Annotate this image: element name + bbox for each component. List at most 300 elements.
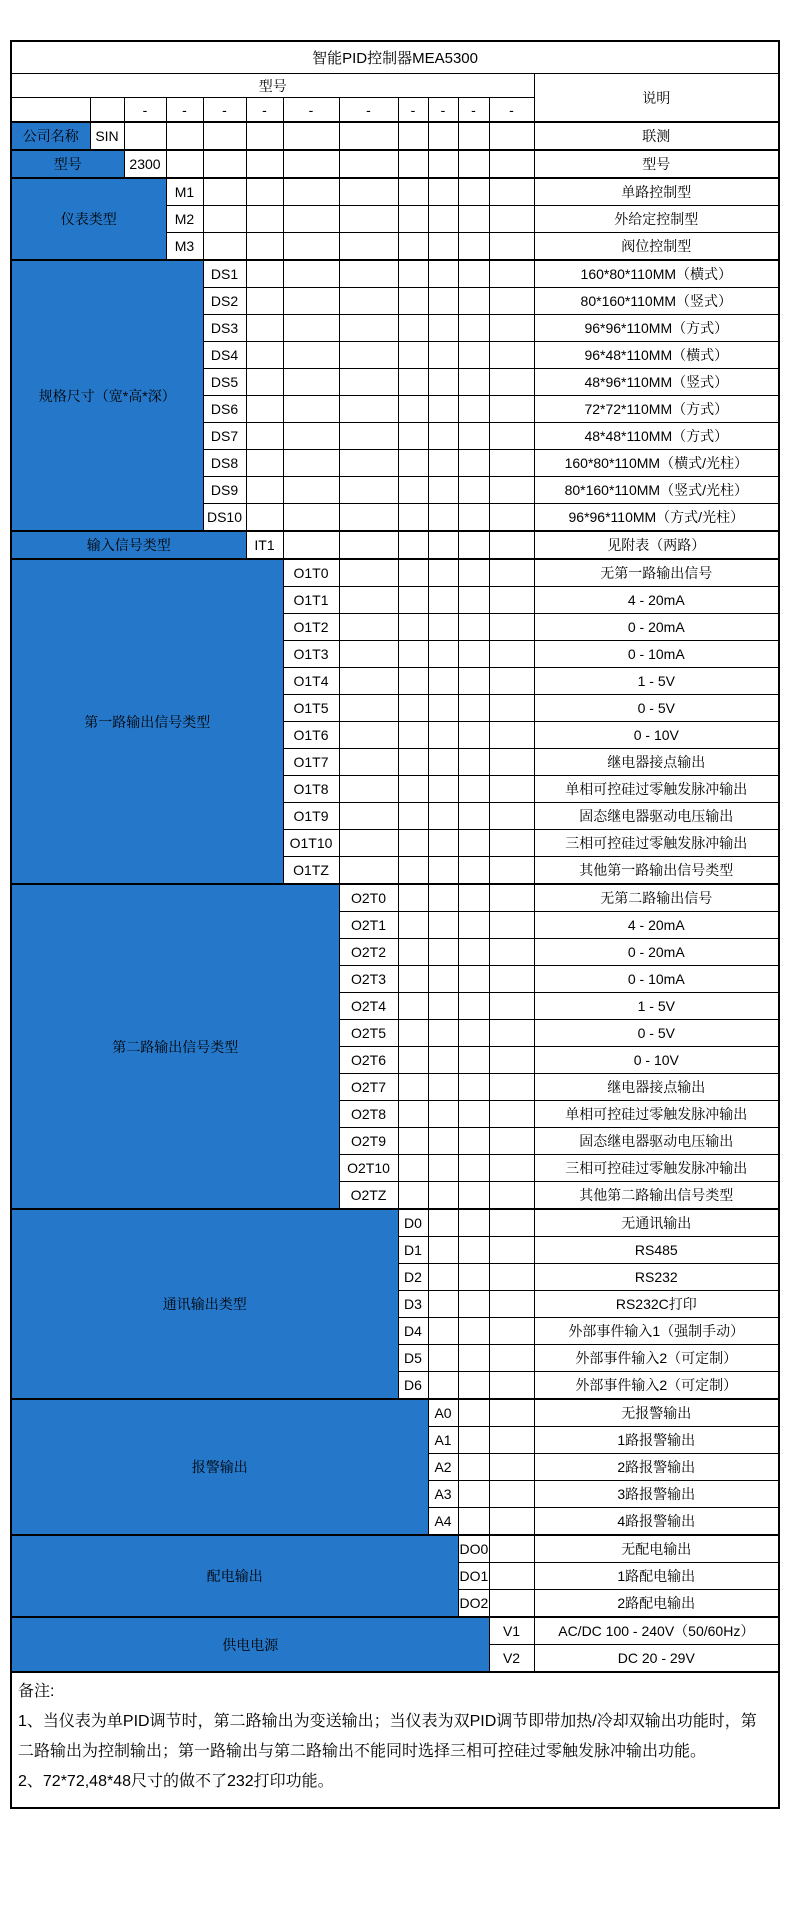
empty-cell <box>428 178 458 206</box>
empty-cell <box>339 233 398 261</box>
empty-cell <box>203 206 246 233</box>
desc-cell: 0 - 10V <box>534 722 779 749</box>
empty-cell <box>458 912 489 939</box>
empty-cell <box>398 749 428 776</box>
desc-cell: 三相可控硅过零触发脉冲输出 <box>534 1155 779 1182</box>
empty-cell <box>458 1481 489 1508</box>
spec-row <box>11 1209 779 1237</box>
empty-cell <box>458 939 489 966</box>
empty-cell <box>489 369 534 396</box>
empty-cell <box>458 1047 489 1074</box>
empty-cell <box>428 1074 458 1101</box>
empty-cell <box>339 749 398 776</box>
empty-cell <box>489 1155 534 1182</box>
code-cell: DS4 <box>203 342 246 369</box>
empty-cell <box>428 396 458 423</box>
desc-cell: 其他第一路输出信号类型 <box>534 857 779 885</box>
desc-cell: 型号 <box>534 150 779 178</box>
empty-cell <box>458 1237 489 1264</box>
desc-cell: 3路报警输出 <box>534 1481 779 1508</box>
notes-title: 备注: <box>18 1683 55 1700</box>
code-cell: SIN <box>90 122 124 150</box>
spec-row <box>11 559 779 587</box>
header-row <box>11 74 779 98</box>
empty-cell <box>339 206 398 233</box>
empty-cell <box>428 559 458 587</box>
empty-cell <box>428 1345 458 1372</box>
empty-cell <box>489 668 534 695</box>
empty-cell <box>458 830 489 857</box>
empty-cell <box>283 396 339 423</box>
empty-cell <box>458 1264 489 1291</box>
desc-cell: 72*72*110MM（方式） <box>534 396 779 423</box>
desc-cell: 外部事件输入1（强制手动） <box>534 1318 779 1345</box>
code-cell: O1T2 <box>283 614 339 641</box>
code-cell: O2T2 <box>339 939 398 966</box>
dash-cell: - <box>489 98 534 123</box>
dash-empty-cell <box>11 98 90 123</box>
desc-cell: 外给定控制型 <box>534 206 779 233</box>
empty-cell <box>339 830 398 857</box>
empty-cell <box>339 342 398 369</box>
empty-cell <box>428 830 458 857</box>
model-column-header: 型号 <box>11 74 534 98</box>
code-cell: D3 <box>398 1291 428 1318</box>
empty-cell <box>339 722 398 749</box>
empty-cell <box>458 695 489 722</box>
code-cell: DO1 <box>458 1563 489 1590</box>
empty-cell <box>398 288 428 315</box>
empty-cell <box>428 233 458 261</box>
empty-cell <box>339 178 398 206</box>
code-cell: A4 <box>428 1508 458 1536</box>
empty-cell <box>283 122 339 150</box>
empty-cell <box>339 559 398 587</box>
empty-cell <box>458 857 489 885</box>
empty-cell <box>489 587 534 614</box>
empty-cell <box>283 315 339 342</box>
empty-cell <box>489 884 534 912</box>
empty-cell <box>283 150 339 178</box>
code-cell: O2T1 <box>339 912 398 939</box>
empty-cell <box>489 342 534 369</box>
empty-cell <box>489 749 534 776</box>
code-cell: O1T0 <box>283 559 339 587</box>
code-cell: D0 <box>398 1209 428 1237</box>
empty-cell <box>166 122 203 150</box>
code-cell: D4 <box>398 1318 428 1345</box>
empty-cell <box>283 206 339 233</box>
notes-cell <box>11 1672 779 1808</box>
empty-cell <box>458 1182 489 1210</box>
desc-cell: 单相可控硅过零触发脉冲输出 <box>534 1101 779 1128</box>
code-cell: A3 <box>428 1481 458 1508</box>
empty-cell <box>339 587 398 614</box>
empty-cell <box>398 369 428 396</box>
empty-cell <box>398 668 428 695</box>
code-cell: DS9 <box>203 477 246 504</box>
spec-row <box>11 884 779 912</box>
code-cell: O1T6 <box>283 722 339 749</box>
desc-cell: 48*96*110MM（竖式） <box>534 369 779 396</box>
empty-cell <box>428 912 458 939</box>
empty-cell <box>458 1454 489 1481</box>
empty-cell <box>489 559 534 587</box>
title-row <box>11 41 779 74</box>
empty-cell <box>398 1074 428 1101</box>
empty-cell <box>428 587 458 614</box>
empty-cell <box>428 1182 458 1210</box>
dash-cell: - <box>398 98 428 123</box>
spec-sheet-page <box>0 40 790 1906</box>
empty-cell <box>458 233 489 261</box>
desc-cell: 继电器接点输出 <box>534 1074 779 1101</box>
page-title: 智能PID控制器MEA5300 <box>11 41 779 74</box>
empty-cell <box>398 122 428 150</box>
empty-cell <box>489 315 534 342</box>
empty-cell <box>246 122 283 150</box>
empty-cell <box>398 1128 428 1155</box>
spec-row <box>11 1617 779 1645</box>
desc-cell: 无第二路输出信号 <box>534 884 779 912</box>
dash-cell: - <box>428 98 458 123</box>
code-cell: O2T7 <box>339 1074 398 1101</box>
desc-cell: 4 - 20mA <box>534 587 779 614</box>
empty-cell <box>458 587 489 614</box>
empty-cell <box>458 1128 489 1155</box>
empty-cell <box>458 1101 489 1128</box>
desc-cell: DC 20 - 29V <box>534 1645 779 1673</box>
code-cell: O1T1 <box>283 587 339 614</box>
empty-cell <box>339 641 398 668</box>
empty-cell <box>489 1237 534 1264</box>
empty-cell <box>489 993 534 1020</box>
empty-cell <box>489 803 534 830</box>
empty-cell <box>489 912 534 939</box>
code-cell: DS5 <box>203 369 246 396</box>
empty-cell <box>283 342 339 369</box>
section-label: 第一路输出信号类型 <box>11 559 283 884</box>
empty-cell <box>428 614 458 641</box>
empty-cell <box>428 1264 458 1291</box>
empty-cell <box>458 966 489 993</box>
desc-cell: 无通讯输出 <box>534 1209 779 1237</box>
empty-cell <box>489 1590 534 1618</box>
code-cell: DS7 <box>203 423 246 450</box>
code-cell: IT1 <box>246 531 283 559</box>
empty-cell <box>489 423 534 450</box>
empty-cell <box>489 1291 534 1318</box>
empty-cell <box>458 450 489 477</box>
empty-cell <box>398 830 428 857</box>
desc-cell: 固态继电器驱动电压输出 <box>534 803 779 830</box>
empty-cell <box>398 315 428 342</box>
empty-cell <box>428 450 458 477</box>
desc-cell: 0 - 20mA <box>534 939 779 966</box>
empty-cell <box>339 477 398 504</box>
empty-cell <box>428 803 458 830</box>
code-cell: O1T4 <box>283 668 339 695</box>
desc-cell: 4 - 20mA <box>534 912 779 939</box>
code-cell: O1T10 <box>283 830 339 857</box>
empty-cell <box>489 614 534 641</box>
empty-cell <box>428 641 458 668</box>
empty-cell <box>398 178 428 206</box>
empty-cell <box>428 423 458 450</box>
empty-cell <box>339 504 398 532</box>
model-selection-table <box>10 40 780 1809</box>
empty-cell <box>458 260 489 288</box>
empty-cell <box>339 423 398 450</box>
code-cell: A2 <box>428 1454 458 1481</box>
empty-cell <box>283 477 339 504</box>
empty-cell <box>428 857 458 885</box>
desc-cell: 4路报警输出 <box>534 1508 779 1536</box>
dash-cell: - <box>283 98 339 123</box>
empty-cell <box>339 315 398 342</box>
empty-cell <box>398 1020 428 1047</box>
empty-cell <box>489 641 534 668</box>
desc-cell: 96*96*110MM（方式） <box>534 315 779 342</box>
empty-cell <box>489 233 534 261</box>
empty-cell <box>398 587 428 614</box>
empty-cell <box>489 1563 534 1590</box>
desc-cell: 0 - 10mA <box>534 966 779 993</box>
empty-cell <box>489 722 534 749</box>
empty-cell <box>428 1128 458 1155</box>
empty-cell <box>283 531 339 559</box>
empty-cell <box>398 531 428 559</box>
code-cell: V2 <box>489 1645 534 1673</box>
code-cell: O1T3 <box>283 641 339 668</box>
empty-cell <box>398 150 428 178</box>
section-label: 规格尺寸（宽*高*深） <box>11 260 203 531</box>
code-cell: D1 <box>398 1237 428 1264</box>
empty-cell <box>489 1128 534 1155</box>
desc-cell: 单相可控硅过零触发脉冲输出 <box>534 776 779 803</box>
desc-cell: 160*80*110MM（横式） <box>534 260 779 288</box>
desc-cell: 三相可控硅过零触发脉冲输出 <box>534 830 779 857</box>
empty-cell <box>398 206 428 233</box>
desc-cell: 固态继电器驱动电压输出 <box>534 1128 779 1155</box>
empty-cell <box>339 450 398 477</box>
desc-cell: 2路配电输出 <box>534 1590 779 1618</box>
empty-cell <box>428 1237 458 1264</box>
empty-cell <box>398 641 428 668</box>
empty-cell <box>489 178 534 206</box>
code-cell: O2T10 <box>339 1155 398 1182</box>
empty-cell <box>398 260 428 288</box>
spec-row <box>11 150 779 178</box>
code-cell: O2T8 <box>339 1101 398 1128</box>
empty-cell <box>458 1399 489 1427</box>
empty-cell <box>203 150 246 178</box>
code-cell: DO0 <box>458 1535 489 1563</box>
section-label: 配电输出 <box>11 1535 458 1617</box>
empty-cell <box>489 939 534 966</box>
empty-cell <box>458 993 489 1020</box>
desc-cell: 外部事件输入2（可定制） <box>534 1345 779 1372</box>
code-cell: DS8 <box>203 450 246 477</box>
empty-cell <box>458 668 489 695</box>
empty-cell <box>246 423 283 450</box>
code-cell: O2T5 <box>339 1020 398 1047</box>
empty-cell <box>339 122 398 150</box>
empty-cell <box>428 993 458 1020</box>
desc-cell: 无配电输出 <box>534 1535 779 1563</box>
desc-cell: 0 - 10V <box>534 1047 779 1074</box>
note-item: 1、当仪表为单PID调节时，第二路输出为变送输出；当仪表为双PID调节即带加热/冷却双输出功能时，第二路输出为控制输出；第一路输出与第二路输出不能同时选择三相可控硅过零触发脉冲输出功能。 <box>18 1713 757 1760</box>
empty-cell <box>489 1427 534 1454</box>
code-cell: DS2 <box>203 288 246 315</box>
section-label: 仪表类型 <box>11 178 166 260</box>
empty-cell <box>458 559 489 587</box>
empty-cell <box>398 912 428 939</box>
spec-row <box>11 531 779 559</box>
empty-cell <box>428 1372 458 1400</box>
empty-cell <box>246 396 283 423</box>
desc-cell: 阀位控制型 <box>534 233 779 261</box>
empty-cell <box>428 504 458 532</box>
empty-cell <box>489 122 534 150</box>
empty-cell <box>398 966 428 993</box>
empty-cell <box>458 122 489 150</box>
spec-row <box>11 178 779 206</box>
empty-cell <box>428 722 458 749</box>
desc-cell: 继电器接点输出 <box>534 749 779 776</box>
empty-cell <box>428 477 458 504</box>
empty-cell <box>489 288 534 315</box>
empty-cell <box>428 966 458 993</box>
empty-cell <box>428 776 458 803</box>
empty-cell <box>398 477 428 504</box>
empty-cell <box>339 396 398 423</box>
empty-cell <box>489 1399 534 1427</box>
code-cell: V1 <box>489 1617 534 1645</box>
desc-cell: 0 - 10mA <box>534 641 779 668</box>
empty-cell <box>283 423 339 450</box>
empty-cell <box>458 477 489 504</box>
empty-cell <box>339 776 398 803</box>
empty-cell <box>428 1209 458 1237</box>
empty-cell <box>458 1508 489 1536</box>
empty-cell <box>339 531 398 559</box>
desc-cell: 其他第二路输出信号类型 <box>534 1182 779 1210</box>
empty-cell <box>458 1345 489 1372</box>
desc-cell: AC/DC 100 - 240V（50/60Hz） <box>534 1617 779 1645</box>
code-cell: M3 <box>166 233 203 261</box>
empty-cell <box>458 342 489 369</box>
empty-cell <box>428 260 458 288</box>
empty-cell <box>246 504 283 532</box>
empty-cell <box>203 178 246 206</box>
notes-row <box>11 1672 779 1808</box>
section-label: 公司名称 <box>11 122 90 150</box>
empty-cell <box>339 260 398 288</box>
empty-cell <box>246 450 283 477</box>
empty-cell <box>246 178 283 206</box>
empty-cell <box>246 233 283 261</box>
empty-cell <box>398 450 428 477</box>
empty-cell <box>398 559 428 587</box>
empty-cell <box>428 315 458 342</box>
empty-cell <box>246 342 283 369</box>
empty-cell <box>398 1101 428 1128</box>
empty-cell <box>398 1182 428 1210</box>
empty-cell <box>246 206 283 233</box>
dash-cell: - <box>166 98 203 123</box>
desc-cell: 见附表（两路） <box>534 531 779 559</box>
empty-cell <box>398 939 428 966</box>
empty-cell <box>398 396 428 423</box>
desc-cell: RS232C打印 <box>534 1291 779 1318</box>
empty-cell <box>458 1209 489 1237</box>
empty-cell <box>489 830 534 857</box>
empty-cell <box>124 122 166 150</box>
empty-cell <box>339 369 398 396</box>
empty-cell <box>489 1101 534 1128</box>
code-cell: DS3 <box>203 315 246 342</box>
empty-cell <box>458 1074 489 1101</box>
empty-cell <box>489 1345 534 1372</box>
empty-cell <box>458 803 489 830</box>
section-label: 型号 <box>11 150 124 178</box>
empty-cell <box>428 531 458 559</box>
desc-cell: 无报警输出 <box>534 1399 779 1427</box>
empty-cell <box>428 1020 458 1047</box>
empty-cell <box>339 857 398 885</box>
empty-cell <box>458 315 489 342</box>
empty-cell <box>283 504 339 532</box>
empty-cell <box>283 178 339 206</box>
code-cell: A1 <box>428 1427 458 1454</box>
section-label: 报警输出 <box>11 1399 428 1535</box>
empty-cell <box>398 776 428 803</box>
code-cell: DO2 <box>458 1590 489 1618</box>
empty-cell <box>428 342 458 369</box>
empty-cell <box>398 993 428 1020</box>
spec-row <box>11 122 779 150</box>
code-cell: O2T9 <box>339 1128 398 1155</box>
empty-cell <box>458 178 489 206</box>
empty-cell <box>458 1291 489 1318</box>
desc-cell: 1路配电输出 <box>534 1563 779 1590</box>
empty-cell <box>339 668 398 695</box>
empty-cell <box>428 1155 458 1182</box>
empty-cell <box>428 1318 458 1345</box>
empty-cell <box>339 150 398 178</box>
empty-cell <box>283 369 339 396</box>
dash-cell: - <box>124 98 166 123</box>
empty-cell <box>489 1454 534 1481</box>
code-cell: DS6 <box>203 396 246 423</box>
desc-cell: 80*160*110MM（竖式/光柱） <box>534 477 779 504</box>
code-cell: O1T9 <box>283 803 339 830</box>
code-cell: DS10 <box>203 504 246 532</box>
empty-cell <box>203 233 246 261</box>
empty-cell <box>489 150 534 178</box>
desc-cell: 1 - 5V <box>534 993 779 1020</box>
desc-cell: 2路报警输出 <box>534 1454 779 1481</box>
empty-cell <box>489 966 534 993</box>
empty-cell <box>398 695 428 722</box>
dash-empty-cell <box>90 98 124 123</box>
section-label: 输入信号类型 <box>11 531 246 559</box>
code-cell: M1 <box>166 178 203 206</box>
desc-cell: 96*96*110MM（方式/光柱） <box>534 504 779 532</box>
empty-cell <box>283 450 339 477</box>
desc-cell: 0 - 5V <box>534 695 779 722</box>
